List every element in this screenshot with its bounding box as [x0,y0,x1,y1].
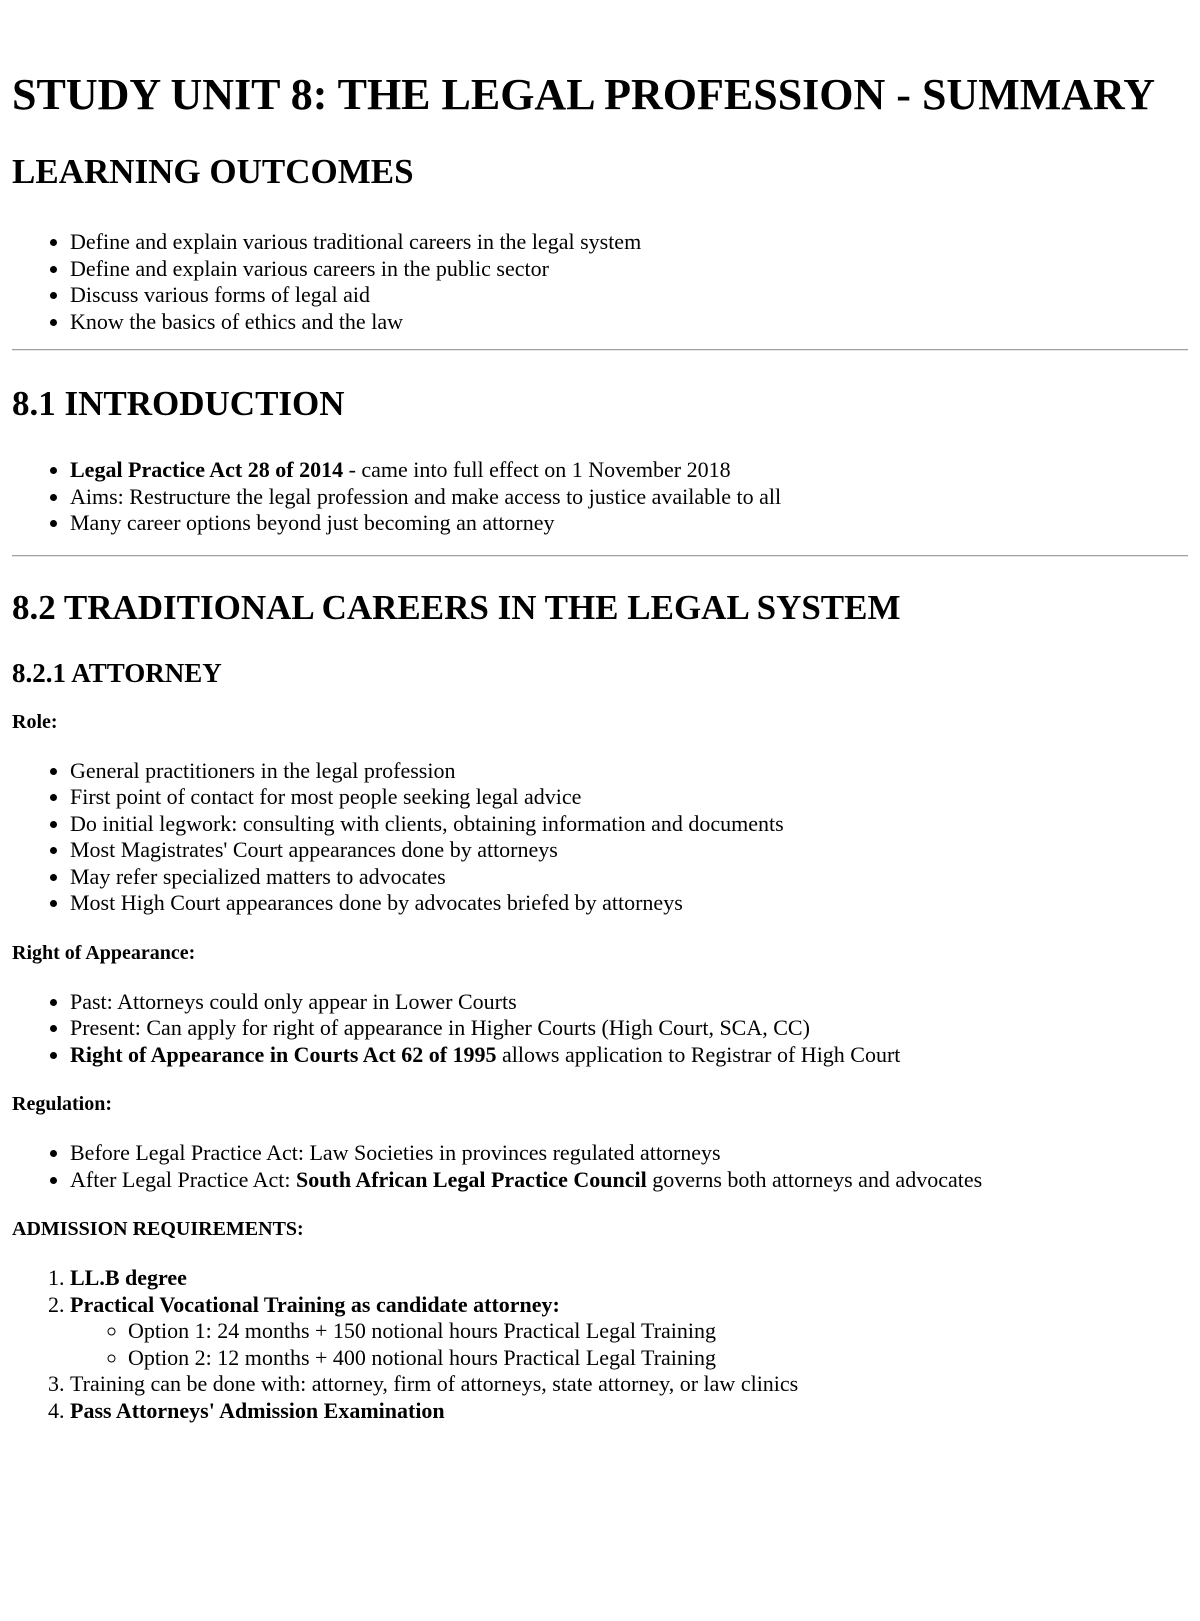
regulation-list [12,1140,1188,1193]
admission-requirements-list [12,1265,1188,1424]
list-item: • Present: Can apply for right of appearance in Higher Courts (High Court, SCA, CC) [70,1015,1188,1042]
list-item: • First point of contact for most people seeking legal advice [70,784,1188,811]
list-item: 3. Training can be done with: attorney, firm of attorneys, state attorney, or law clinics [70,1371,1188,1398]
training-options-list [70,1318,1188,1371]
list-item: • Most Magistrates' Court appearances done by attorneys [70,837,1188,864]
list-item [70,1167,1188,1194]
list-item: • Define and explain various careers in the public sector [70,256,1188,283]
list-item: • May refer specialized matters to advocates [70,864,1188,891]
list-item: ◦ Option 2: 12 months + 400 notional hours Practical Legal Training [128,1345,1188,1372]
list-item: • Past: Attorneys could only appear in Lower Courts [70,989,1188,1016]
list-item [70,1292,1188,1372]
list-item: • Discuss various forms of legal aid [70,282,1188,309]
attorney-heading: 8.2.1 ATTORNEY [12,657,222,688]
list-item: • Know the basics of ethics and the law [70,309,1188,336]
act-detail: - came into full effect on 1 November 2018 [343,457,731,482]
page-title: STUDY UNIT 8: THE LEGAL PROFESSION - SUMMARY [12,70,1156,119]
role-list [12,758,1188,917]
regulation-prefix: After Legal Practice Act: [70,1166,297,1192]
act-name: Legal Practice Act 28 of 2014 [70,457,344,482]
regulation-suffix: governs both attorneys and advocates [646,1166,983,1192]
council-name: South African Legal Practice Council [296,1166,647,1192]
section-divider [12,349,1188,351]
right-of-appearance-label: Right of Appearance: [12,941,196,964]
admission-requirements-label: ADMISSION REQUIREMENTS: [12,1218,304,1240]
introduction-heading: 8.1 INTRODUCTION [12,384,345,423]
regulation-label: Regulation: [12,1093,112,1115]
traditional-careers-heading: 8.2 TRADITIONAL CAREERS IN THE LEGAL SYSTEM [12,587,901,627]
act-name: Right of Appearance in Courts Act 62 of 1995 [70,1041,497,1067]
list-item: • Before Legal Practice Act: Law Societies in provinces regulated attorneys [70,1140,1188,1167]
list-item: ◦ Option 1: 24 months + 150 notional hours Practical Legal Training [128,1318,1188,1345]
list-item: • Many career options beyond just becoming an attorney [70,510,1188,537]
list-item [70,1042,1188,1069]
requirement-text: Pass Attorneys' Admission Examination [70,1397,445,1423]
list-item: • Define and explain various traditional careers in the legal system [70,229,1188,256]
list-item: • Most High Court appearances done by advocates briefed by attorneys [70,890,1188,917]
right-of-appearance-list [12,989,1188,1069]
section-divider [12,555,1188,557]
list-item [70,1398,1188,1425]
list-item [70,1265,1188,1292]
role-label: Role: [12,710,58,733]
document-page [0,68,1200,1424]
requirement-text: LL.B degree [70,1265,187,1290]
introduction-list [12,457,1188,537]
list-item: • Do initial legwork: consulting with clients, obtaining information and documents [70,811,1188,838]
list-item: • General practitioners in the legal profession [70,758,1188,785]
learning-outcomes-list [12,229,1188,335]
learning-outcomes-heading: LEARNING OUTCOMES [12,152,414,191]
requirement-text: Practical Vocational Training as candidate attorney: [70,1291,560,1317]
list-item [70,457,1188,484]
list-item: • Aims: Restructure the legal profession and make access to justice available to all [70,484,1188,511]
act-detail: allows application to Registrar of High Court [496,1041,901,1067]
